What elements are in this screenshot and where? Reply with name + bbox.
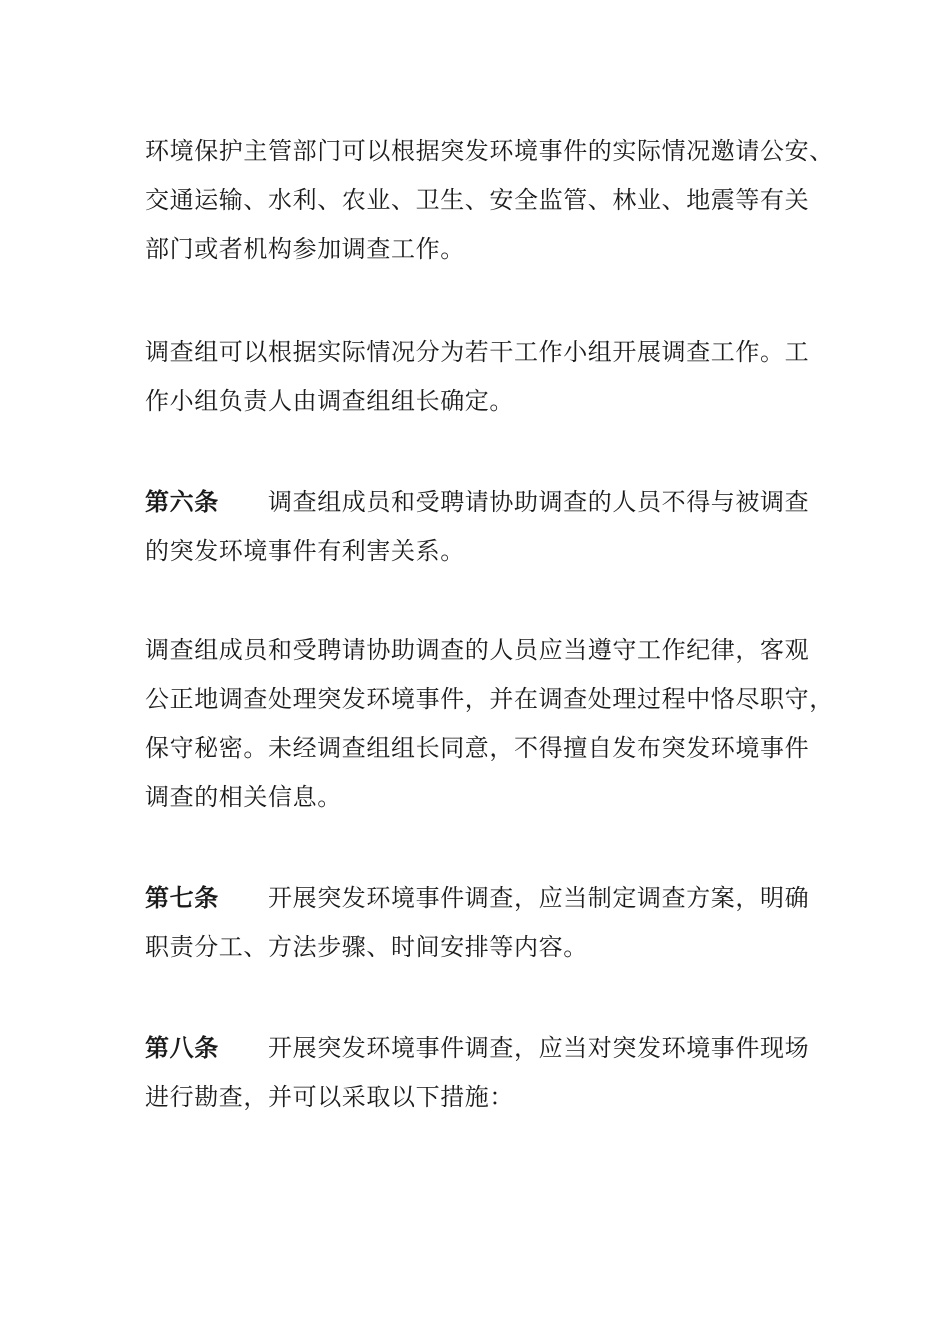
text-line: 进行勘查，并可以采取以下措施：: [145, 1083, 514, 1111]
text-line-content: 开展突发环境事件调查，应当制定调查方案，明确: [268, 884, 810, 912]
article-number: 第六条: [145, 487, 219, 516]
text-line: 调查组成员和受聘请协助调查的人员应当遵守工作纪律，客观: [145, 636, 810, 664]
text-line: 职责分工、方法步骤、时间安排等内容。: [145, 933, 588, 961]
text-line: 公正地调查处理突发环境事件，并在调查处理过程中恪尽职守，: [145, 685, 834, 713]
text-line: [145, 477, 835, 527]
text-line: [145, 1023, 835, 1073]
paragraph-article-6: [145, 477, 835, 576]
text-line: 部门或者机构参加调查工作。: [145, 235, 465, 263]
paragraph-article-7: [145, 873, 835, 972]
article-number: 第七条: [145, 883, 219, 912]
text-line: 环境保护主管部门可以根据突发环境事件的实际情况邀请公安、: [145, 137, 834, 165]
text-line-content: 开展突发环境事件调查，应当对突发环境事件现场: [268, 1034, 810, 1062]
text-line-content: 调查组成员和受聘请协助调查的人员不得与被调查: [268, 488, 810, 516]
text-line: [145, 873, 835, 923]
paragraph-article-8: [145, 1023, 835, 1122]
text-line: 的突发环境事件有利害关系。: [145, 537, 465, 565]
article-number: 第八条: [145, 1033, 219, 1062]
text-line: 作小组负责人由调查组组长确定。: [145, 387, 514, 415]
text-line: 交通运输、水利、农业、卫生、安全监管、林业、地震等有关: [145, 186, 810, 214]
paragraph-invite-departments: [145, 127, 835, 274]
text-line: 调查的相关信息。: [145, 783, 342, 811]
paragraph-working-groups: [145, 328, 835, 426]
text-line: 调查组可以根据实际情况分为若干工作小组开展调查工作。工: [145, 338, 810, 366]
paragraph-discipline: [145, 626, 835, 822]
text-line: 保守秘密。未经调查组组长同意，不得擅自发布突发环境事件: [145, 734, 810, 762]
